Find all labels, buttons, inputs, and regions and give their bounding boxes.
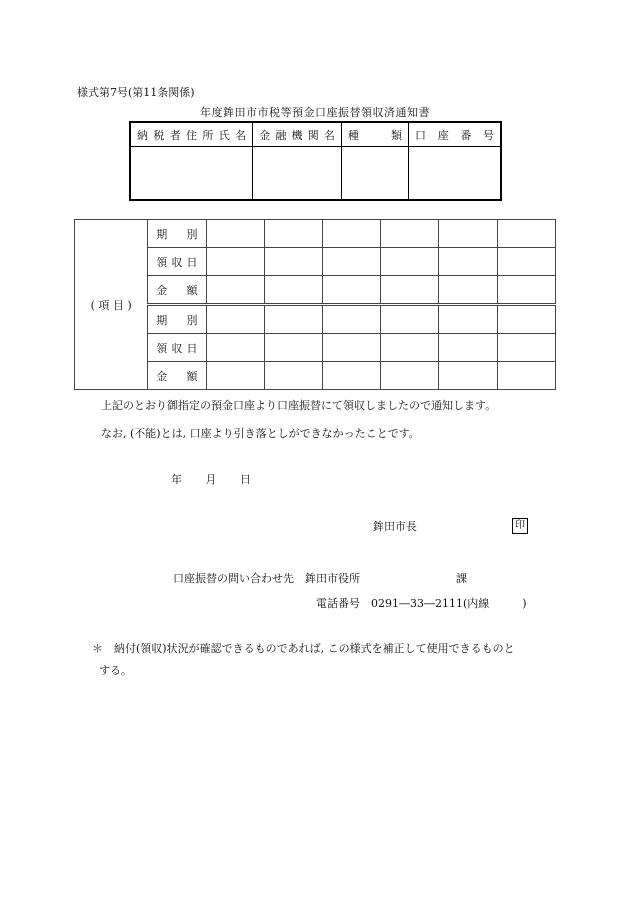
grid-cell[interactable]	[497, 334, 555, 362]
grid-cell[interactable]	[264, 220, 322, 248]
grid-cell[interactable]	[323, 276, 381, 305]
grid-cell[interactable]	[264, 362, 322, 390]
notice-text: 上記のとおり御指定の預金口座より口座振替にて領収しましたので通知します。	[101, 399, 497, 412]
header-char: 納	[137, 128, 148, 142]
header-char: 番	[460, 128, 472, 142]
header-char: 税	[153, 128, 165, 142]
grid-cell[interactable]	[497, 248, 555, 276]
header-char: 所	[202, 128, 214, 142]
row-label	[148, 220, 206, 248]
header-char: 名	[235, 128, 247, 142]
header-char: 者	[169, 128, 181, 142]
receipt-grid	[74, 219, 556, 390]
mayor-title: 鉾田市長	[373, 520, 417, 533]
header-char: 名	[323, 128, 335, 142]
grid-cell[interactable]	[439, 248, 497, 276]
grid-cell[interactable]	[439, 220, 497, 248]
form-number: 様式第7号(第11条関係)	[77, 86, 195, 99]
grid-cell[interactable]	[439, 305, 497, 334]
type-field[interactable]	[341, 147, 408, 201]
grid-cell[interactable]	[439, 362, 497, 390]
row-label-char: 収	[171, 255, 183, 269]
header-char: 機	[291, 128, 303, 142]
row-label-char: 領	[156, 255, 168, 269]
header-type	[341, 122, 408, 147]
grid-cell[interactable]	[323, 362, 381, 390]
row-label-char: 期	[156, 313, 168, 327]
grid-cell[interactable]	[264, 305, 322, 334]
grid-cell[interactable]	[381, 248, 439, 276]
row-label-char: 別	[186, 313, 198, 327]
item-label: ( 項 目 )	[75, 220, 148, 390]
row-label	[148, 276, 206, 305]
grid-cell[interactable]	[206, 334, 264, 362]
grid-cell[interactable]	[381, 276, 439, 305]
header-account-number	[409, 122, 501, 147]
row-label-char: 別	[186, 227, 198, 241]
footnote-line2: する。	[99, 664, 132, 677]
header-char: 口	[415, 128, 427, 142]
grid-cell[interactable]	[381, 305, 439, 334]
header-bank	[253, 122, 342, 147]
seal-box: 印	[512, 518, 528, 534]
document-title: 年度鉾田市市税等預金口座振替領収済通知書	[200, 106, 430, 119]
footnote-mark: ＊	[92, 642, 103, 655]
account-number-field[interactable]	[409, 147, 501, 201]
grid-cell[interactable]	[264, 334, 322, 362]
grid-cell[interactable]	[497, 276, 555, 305]
header-char: 金	[259, 128, 271, 142]
date-year: 年	[171, 473, 182, 486]
taxpayer-info-table	[129, 121, 502, 201]
row-label	[148, 334, 206, 362]
grid-row	[75, 220, 556, 248]
date-month: 月	[205, 473, 217, 486]
grid-cell[interactable]	[323, 248, 381, 276]
header-char: 融	[275, 128, 287, 142]
header-char: 種	[347, 128, 359, 142]
grid-cell[interactable]	[206, 248, 264, 276]
inquiry-contact: 口座振替の問い合わせ先 鉾田市役所	[173, 572, 360, 585]
grid-cell[interactable]	[323, 305, 381, 334]
grid-cell[interactable]	[206, 362, 264, 390]
row-label-char: 収	[171, 341, 183, 355]
footnote-line1: 納付(領収)状況が確認できるものであれば, この様式を補正して使用できるものと	[114, 642, 515, 655]
row-label-char: 期	[156, 227, 168, 241]
grid-cell[interactable]	[323, 334, 381, 362]
grid-cell[interactable]	[323, 220, 381, 248]
grid-cell[interactable]	[497, 220, 555, 248]
taxpayer-field[interactable]	[130, 147, 253, 201]
row-label-char: 額	[186, 369, 198, 383]
row-label-char: 金	[156, 283, 168, 297]
failure-note: なお, (不能)とは, 口座より引き落としができなかったことです。	[101, 427, 420, 440]
grid-cell[interactable]	[497, 305, 555, 334]
header-char: 氏	[218, 128, 230, 142]
grid-cell[interactable]	[206, 220, 264, 248]
grid-cell[interactable]	[381, 362, 439, 390]
row-label	[148, 305, 206, 334]
date-day: 日	[240, 473, 251, 486]
header-taxpayer	[130, 122, 253, 147]
grid-cell[interactable]	[264, 248, 322, 276]
grid-cell[interactable]	[381, 220, 439, 248]
grid-cell[interactable]	[264, 276, 322, 305]
grid-cell[interactable]	[381, 334, 439, 362]
header-char: 住	[186, 128, 198, 142]
row-label	[148, 248, 206, 276]
grid-cell[interactable]	[206, 276, 264, 305]
header-char: 類	[391, 128, 403, 142]
bank-field[interactable]	[253, 147, 342, 201]
header-char: 座	[437, 128, 449, 142]
grid-cell[interactable]	[497, 362, 555, 390]
grid-cell[interactable]	[439, 276, 497, 305]
row-label-char: 額	[186, 283, 198, 297]
header-char: 関	[307, 128, 319, 142]
inquiry-dept: 課	[456, 572, 467, 585]
row-label-char: 日	[186, 255, 198, 269]
grid-cell[interactable]	[206, 305, 264, 334]
row-label	[148, 362, 206, 390]
date-line	[171, 471, 271, 487]
inquiry-phone: 電話番号 0291―33―2111(内線 )	[316, 597, 527, 610]
row-label-char: 領	[156, 341, 168, 355]
row-label-char: 日	[186, 341, 198, 355]
row-label-char: 金	[156, 369, 168, 383]
header-char: 号	[483, 128, 494, 142]
grid-cell[interactable]	[439, 334, 497, 362]
